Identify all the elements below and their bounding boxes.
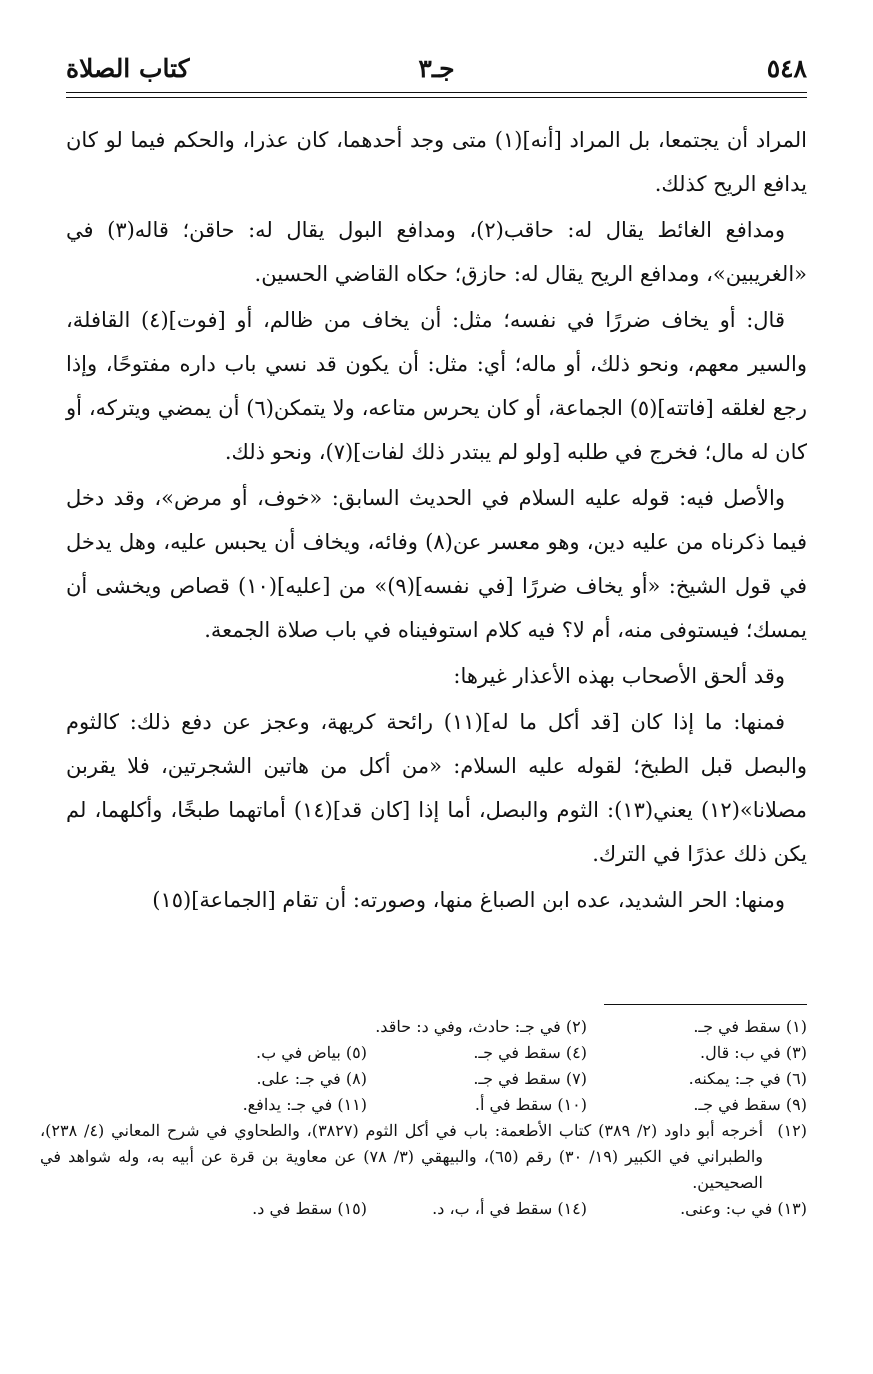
footnote: (٨) في جـ: على. [256,1069,367,1088]
footnote-row [40,1196,807,1222]
footnote: (١٣) في ب: وعنى. [680,1199,807,1218]
footnote-text: أخرجه أبو داود (٢/ ٣٨٩) كتاب الأطعمة: باب في أكل الثوم (٣٨٢٧)، والطحاوي في شرح المعاني (٤/ ٢٣٨)، والطبراني في الكبير (١٩/ ٣٠) رقم (٦٥)، والبيهقي (٣/ ٧٨) عن معاوية بن قرة عن أبيه به، وله شواهد في الصحيحين. [40,1121,764,1192]
header-rule [66,92,807,93]
paragraph: ومدافع الغائط يقال له: حاقب(٢)، ومدافع البول يقال له: حاقن؛ قاله(٣) في «الغريبين»، ومدافع الريح يقال له: حازق؛ حكاه القاضي الحسين. [66,218,807,286]
footnote: (٥) بياض في ب. [256,1043,367,1062]
main-text [66,118,807,924]
book-title: كتاب الصلاة [66,54,190,83]
paragraph: قال: أو يخاف ضررًا في نفسه؛ مثل: أن يخاف من ظالم، أو [فوت](٤) القافلة، والسير معهم، ونحو ذلك، أو ماله؛ أي: مثل: أن يكون قد نسي باب داره مفتوحًا، وإذا رجع لغلقه [فاتته](٥) الجماعة، أو كان يحرس متاعه، ولا يتمكن(٦) أن يمضي ويتركه، أو كان له مال؛ فخرج في طلبه [ولو لم يبتدر ذلك لفات](٧)، ونحو ذلك. [66,308,807,464]
header-rule-thin [66,97,807,98]
footnote: (١٤) سقط في أ، ب، د. [432,1199,587,1218]
footnote: (٧) سقط في جـ. [473,1069,587,1088]
footnote-row [40,1066,807,1092]
footnote: (٩) سقط في جـ. [693,1095,807,1114]
footnote-row [40,1014,807,1040]
footnote: (١) سقط في جـ. [693,1017,807,1036]
footnotes [40,1014,807,1222]
footnote-separator [604,1004,807,1005]
paragraph: المراد أن يجتمعا، بل المراد [أنه](١) متى وجد أحدهما، كان عذرا، والحكم فيما لو كان يدافع الريح كذلك. [66,128,807,196]
footnote: (٦) في جـ: يمكنه. [688,1069,807,1088]
footnote-row [40,1092,807,1118]
volume-label: جـ٣ [418,54,455,83]
paragraph: والأصل فيه: قوله عليه السلام في الحديث السابق: «خوف، أو مرض»، وقد دخل فيما ذكرناه من عليه دين، وهو معسر عن(٨) وفائه، ويخاف أن يحبس عليه، وهل يدخل في قول الشيخ: «أو يخاف ضررًا [في نفسه](٩)» من [عليه](١٠) قصاص ويخشى أن يمسك؛ فيستوفى منه، أم لا؟ فيه كلام استوفيناه في باب صلاة الجمعة. [66,486,807,642]
paragraph: فمنها: ما إذا كان [قد أكل ما له](١١) رائحة كريهة، وعجز عن دفع ذلك: كالثوم والبصل قبل الطبخ؛ لقوله عليه السلام: «من أكل من هاتين الشجرتين، فلا يقربن مصلانا»(١٢) يعني(١٣): الثوم والبصل، أما إذا [كان قد](١٤) أماتهما طبخًا، وأكلهما، لم يكن ذلك عذرًا في الترك. [66,710,807,866]
footnote: (١٥) سقط في د. [252,1199,367,1218]
footnote: (٢) في جـ: حادث، وفي د: حاقد. [375,1017,587,1036]
footnote-row [40,1040,807,1066]
footnote: (١٠) سقط في أ. [474,1095,587,1114]
page-number: ٥٤٨ [766,54,807,83]
paragraph: وقد ألحق الأصحاب بهذه الأعذار غيرها: [453,664,785,688]
paragraph: ومنها: الحر الشديد، عده ابن الصباغ منها، وصورته: أن تقام [الجماعة](١٥) [152,888,785,912]
footnote-long [40,1118,807,1196]
footnote-number: (١٢) [777,1121,807,1140]
footnote: (٤) سقط في جـ. [473,1043,587,1062]
footnote: (١١) في جـ: يدافع. [242,1095,367,1114]
running-header [66,54,807,90]
footnote: (٣) في ب: قال. [699,1043,807,1062]
